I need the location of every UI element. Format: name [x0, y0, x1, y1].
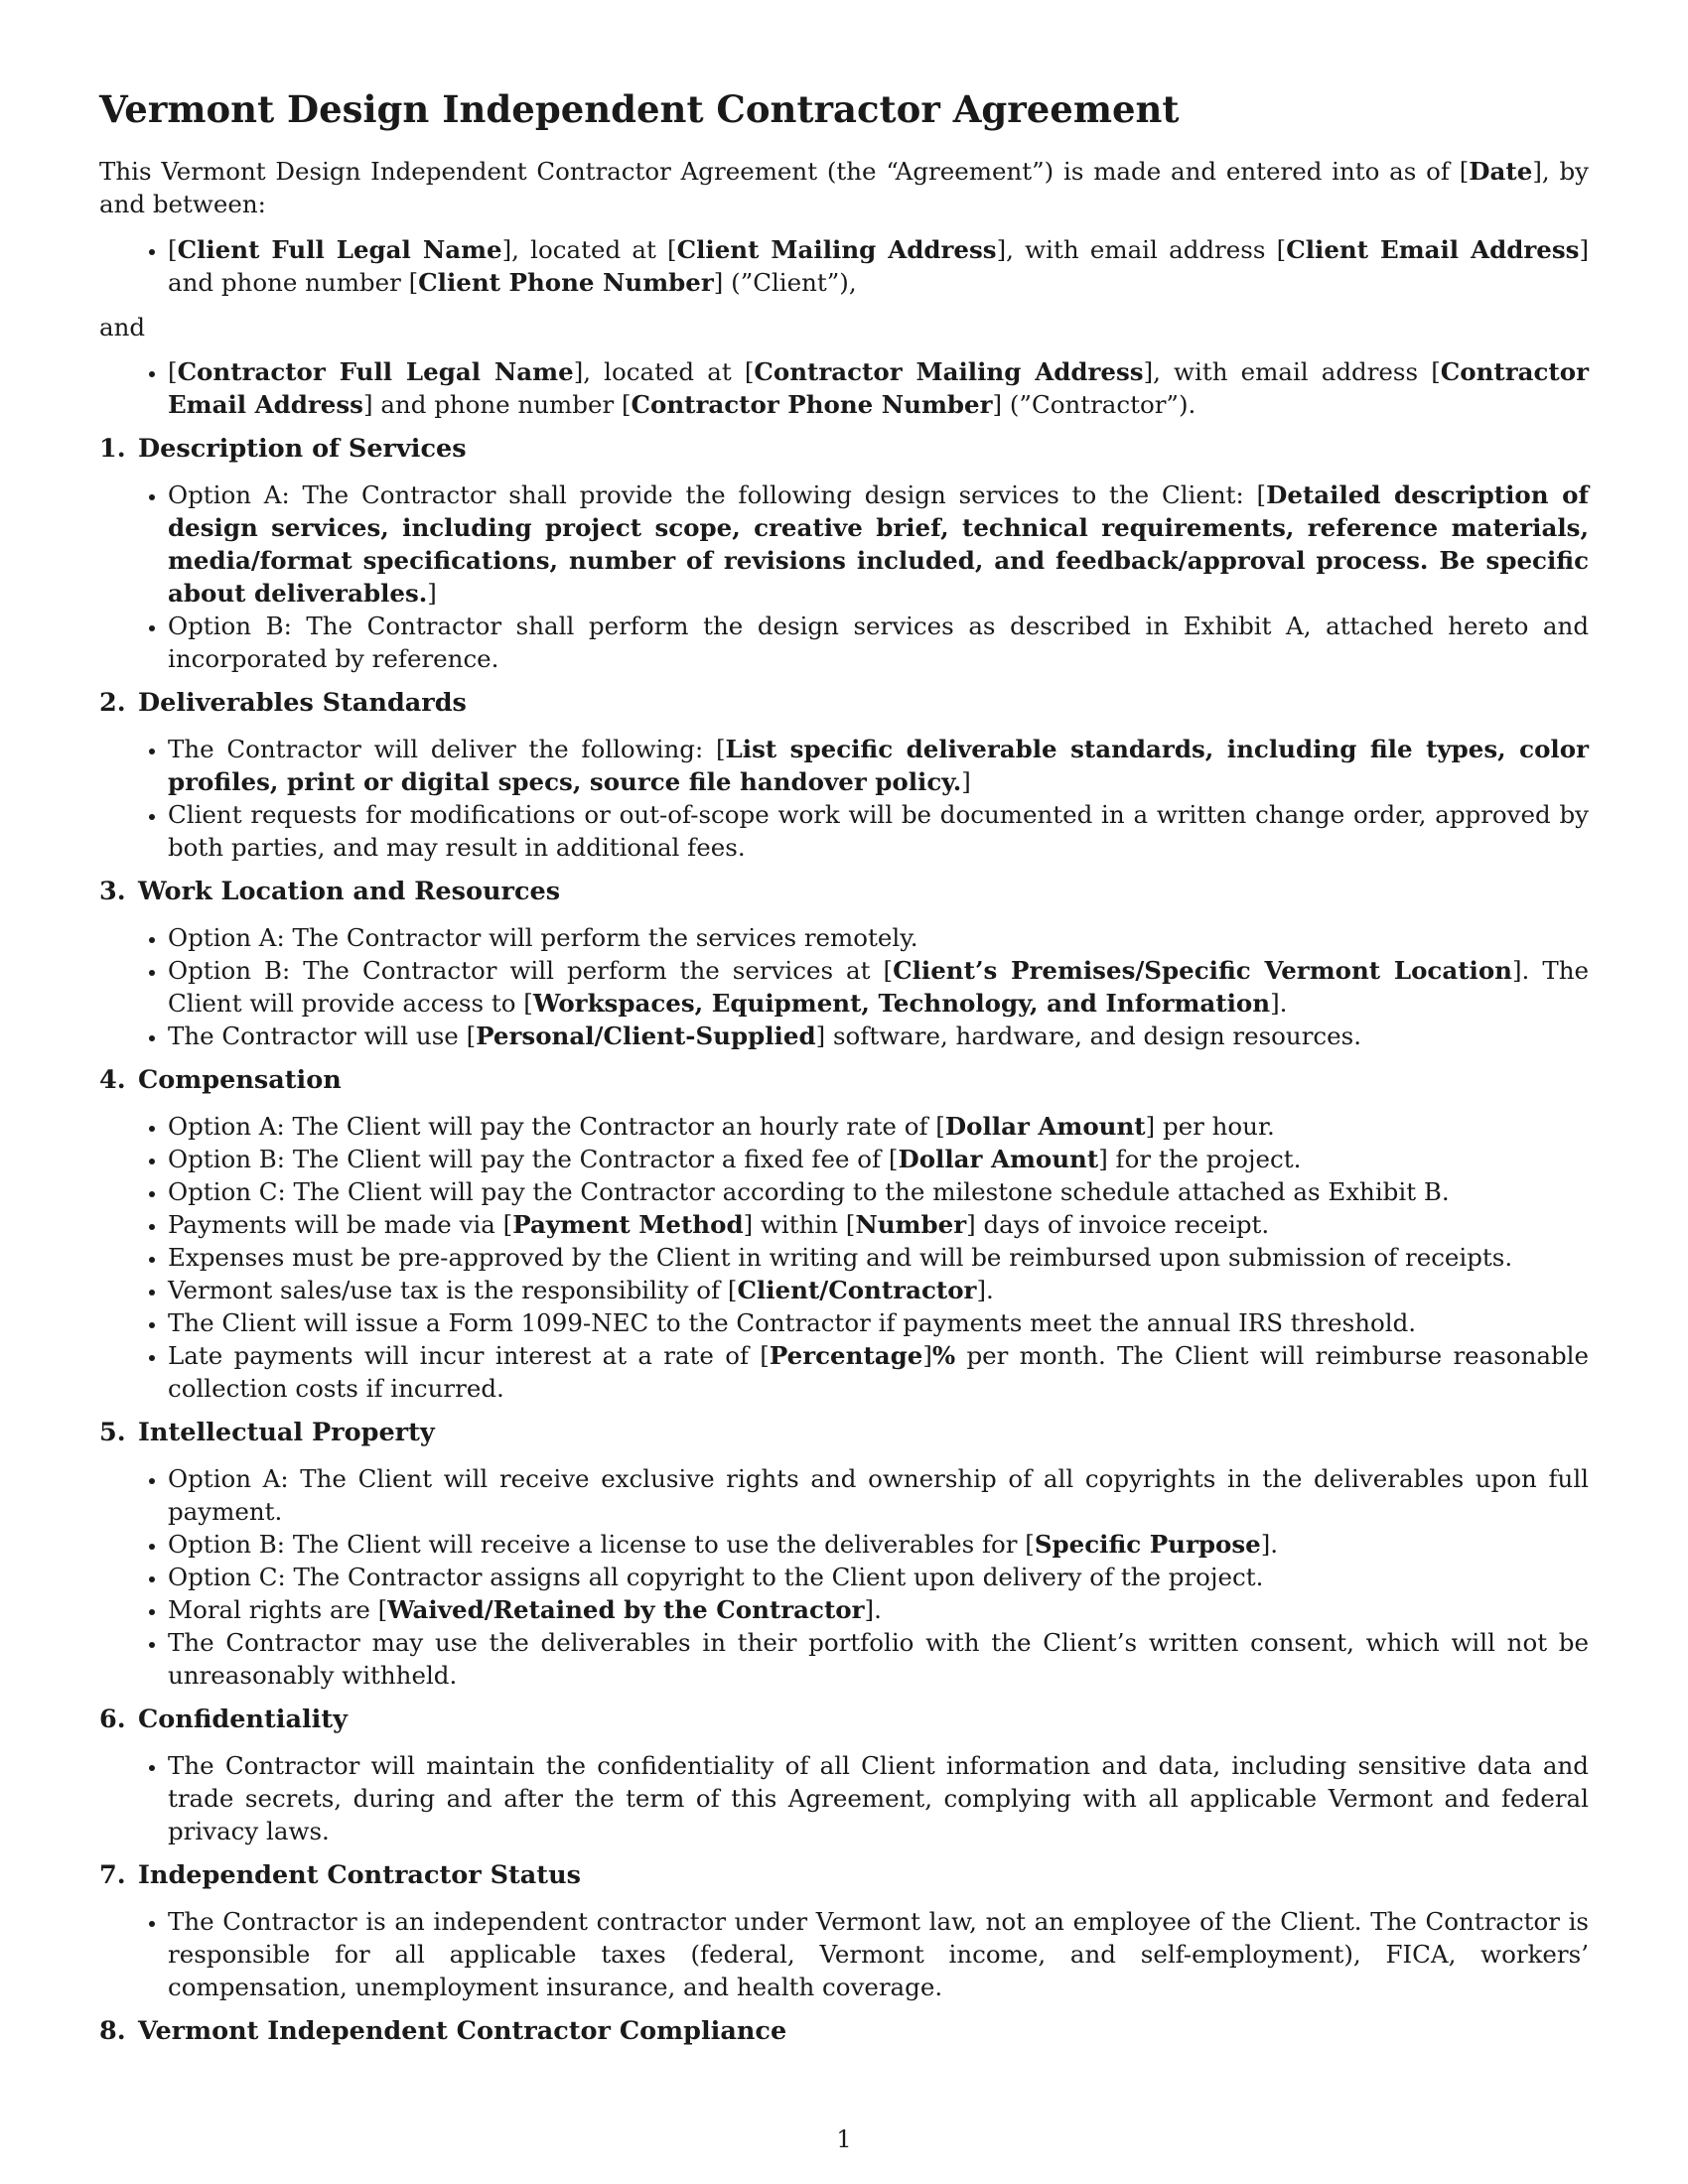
client-party-list: [99, 233, 1589, 299]
section-heading: 2. Deliverables Standards: [99, 688, 467, 718]
and-connector: and: [99, 313, 146, 341]
list-item: • Client requests for modifications or out-of-scope work will be documented in a written change order, approved by both parties, and may result in additional fees.: [168, 798, 1589, 864]
list-item: • Option B: The Client will receive a license to use the deliverables for [Specific Purpose].: [168, 1528, 1589, 1561]
list-item: • Option B: The Client will pay the Contractor a fixed fee of [Dollar Amount] for the project.: [168, 1143, 1589, 1175]
section-compensation: [99, 1064, 1589, 1405]
contractor-party: • [Contractor Full Legal Name], located at [Contractor Mailing Address], with email address [Contractor Email Address] and phone number [Contractor Phone Number] (”Contractor”).: [168, 355, 1589, 421]
list-item: • Option A: The Client will receive exclusive rights and ownership of all copyrights in the deliverables upon full payment.: [168, 1462, 1589, 1528]
section-vermont-compliance: [99, 2015, 1589, 2048]
intro-paragraph: This Vermont Design Independent Contractor Agreement (the “Agreement”) is made and entered into as of [Date], by and between:: [99, 157, 1589, 218]
section-heading: 1. Description of Services: [99, 434, 467, 464]
list-item: • The Contractor will use [Personal/Client-Supplied] software, hardware, and design resources.: [168, 1020, 1589, 1052]
list-item: • The Contractor may use the deliverables in their portfolio with the Client’s written consent, which will not be unreasonably withheld.: [168, 1626, 1589, 1692]
section-heading: 5. Intellectual Property: [99, 1418, 435, 1447]
client-party: • [Client Full Legal Name], located at [Client Mailing Address], with email address [Client Email Address] and phone number [Client Phone Number] (”Client”),: [168, 233, 1589, 299]
list-item: • The Contractor will deliver the following: [List specific deliverable standards, including file types, color profiles, print or digital specs, source file handover policy.]: [168, 733, 1589, 798]
document-page: [99, 87, 1589, 2061]
section-deliverables-standards: [99, 687, 1589, 864]
list-item: • Option A: The Client will pay the Contractor an hourly rate of [Dollar Amount] per hour.: [168, 1110, 1589, 1143]
section-heading: 3. Work Location and Resources: [99, 877, 561, 906]
section-heading: 8. Vermont Independent Contractor Compliance: [99, 2016, 787, 2046]
contractor-party-list: [99, 355, 1589, 421]
list-item: • Option A: The Contractor will perform the services remotely.: [168, 921, 1589, 954]
section-contractor-status: [99, 1859, 1589, 2003]
list-item: • The Client will issue a Form 1099-NEC to the Contractor if payments meet the annual IRS threshold.: [168, 1306, 1589, 1339]
list-item: • Option A: The Contractor shall provide the following design services to the Client: [Detailed description of design services, including project scope, creative brief, technical requirements, reference materials, media/format specifications, number of revisions included, and feedback/approval process. Be specific about deliverables.]: [168, 478, 1589, 610]
section-intellectual-property: [99, 1417, 1589, 1692]
list-item: • Payments will be made via [Payment Method] within [Number] days of invoice receipt.: [168, 1208, 1589, 1241]
list-item: • Option C: The Contractor assigns all copyright to the Client upon delivery of the project.: [168, 1561, 1589, 1593]
section-heading: 4. Compensation: [99, 1065, 342, 1095]
list-item: • Option C: The Client will pay the Contractor according to the milestone schedule attached as Exhibit B.: [168, 1175, 1589, 1208]
section-heading: 6. Confidentiality: [99, 1705, 348, 1734]
section-work-location: [99, 876, 1589, 1052]
list-item: • Option B: The Contractor will perform the services at [Client’s Premises/Specific Vermont Location]. The Client will provide access to [Workspaces, Equipment, Technology, and Information].: [168, 954, 1589, 1020]
page-number: 1: [836, 2125, 852, 2153]
list-item: • Expenses must be pre-approved by the Client in writing and will be reimbursed upon submission of receipts.: [168, 1241, 1589, 1274]
date-placeholder: Date: [1469, 157, 1533, 186]
section-description-of-services: [99, 433, 1589, 675]
list-item: • Option B: The Contractor shall perform the design services as described in Exhibit A, attached hereto and incorporated by reference.: [168, 610, 1589, 675]
document-title: Vermont Design Independent Contractor Agreement: [99, 87, 1180, 131]
list-item: • The Contractor will maintain the confidentiality of all Client information and data, including sensitive data and trade secrets, during and after the term of this Agreement, complying with all applicable Vermont and federal privacy laws.: [168, 1749, 1589, 1847]
list-item: • The Contractor is an independent contractor under Vermont law, not an employee of the Client. The Contractor is responsible for all applicable taxes (federal, Vermont income, and self-employment), FICA, workers’ compensation, unemployment insurance, and health coverage.: [168, 1905, 1589, 2003]
list-item: • Moral rights are [Waived/Retained by the Contractor].: [168, 1593, 1589, 1626]
list-item: • Late payments will incur interest at a rate of [Percentage]% per month. The Client will reimburse reasonable collection costs if incurred.: [168, 1339, 1589, 1405]
section-confidentiality: [99, 1704, 1589, 1847]
section-heading: 7. Independent Contractor Status: [99, 1860, 581, 1890]
list-item: • Vermont sales/use tax is the responsibility of [Client/Contractor].: [168, 1274, 1589, 1306]
